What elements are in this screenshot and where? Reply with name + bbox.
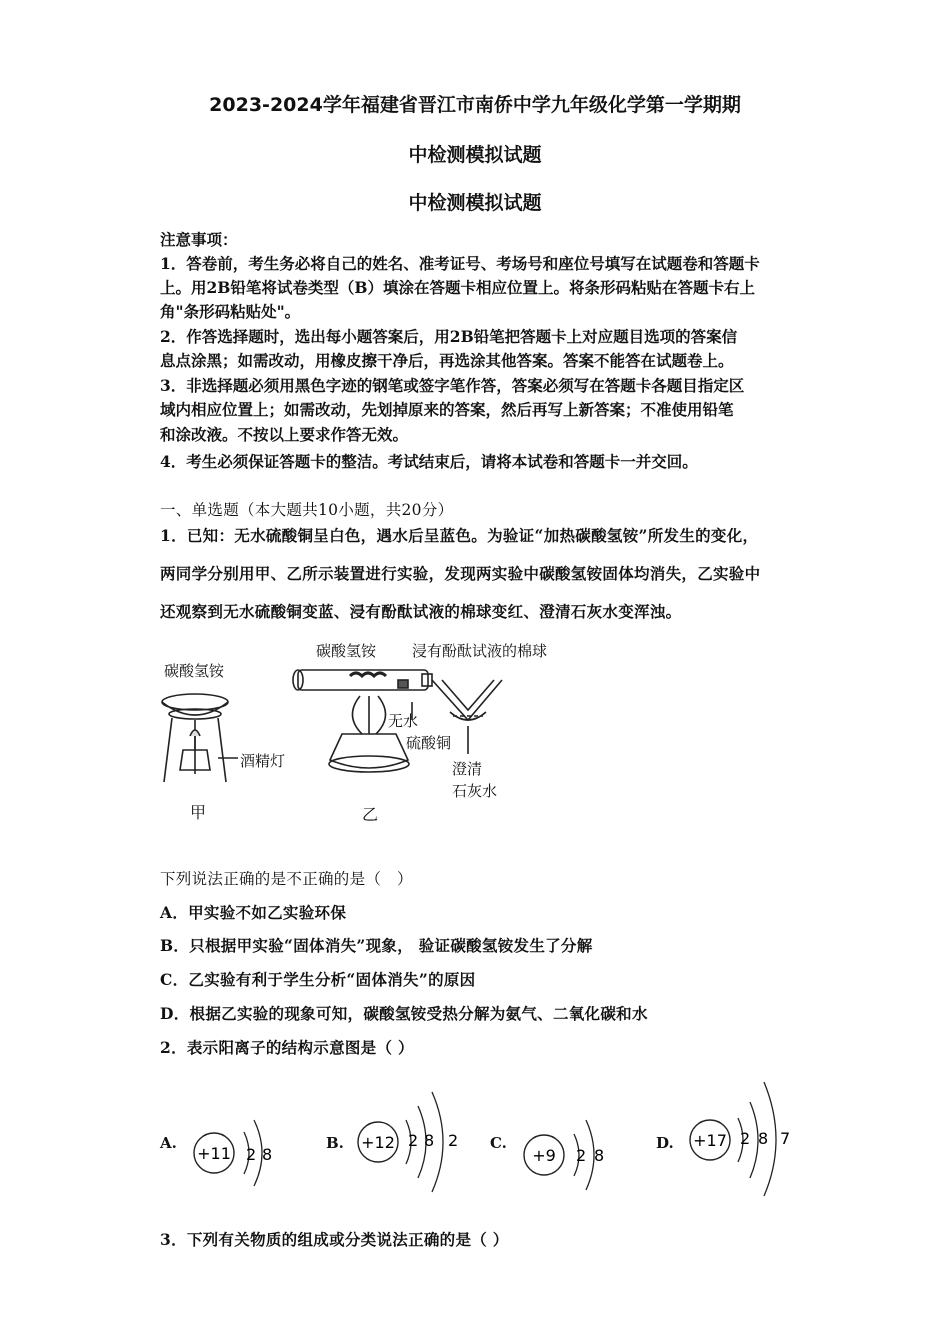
q2-option-a-diagram <box>186 1098 296 1208</box>
label-jia-lamp: 酒精灯 <box>240 752 286 770</box>
notice-line: 和涂改液。不按以上要求作答无效。 <box>160 425 409 444</box>
nucleus-charge: +17 <box>693 1131 727 1150</box>
q2-option-b-diagram <box>352 1082 472 1202</box>
shell-electrons: 8 <box>424 1131 435 1150</box>
q1-stem-line: 两同学分别用甲、乙所示装置进行实验，发现两实验中碳酸氢铵固体均消失，乙实验中 <box>160 564 761 583</box>
q1-option-b: B．只根据甲实验“固体消失”现象， 验证碳酸氢铵发生了分解 <box>160 936 593 955</box>
label-jia-nh4hco3: 碳酸氢铵 <box>164 662 225 680</box>
shell-electrons: 8 <box>758 1129 769 1148</box>
notice-line: 4．考生必须保证答题卡的整洁。考试结束后，请将本试卷和答题卡一并交回。 <box>160 452 698 471</box>
shell-electrons: 2 <box>740 1129 751 1148</box>
q1-option-d: D．根据乙实验的现象可知，碳酸氢铵受热分解为氨气、二氧化碳和水 <box>160 1004 648 1023</box>
q1-stem-line: 1．已知：无水硫酸铜呈白色，遇水后呈蓝色。为验证“加热碳酸氢铵”所发生的变化， <box>160 526 759 545</box>
label-yi-cotton: 浸有酚酞试液的棉球 <box>412 642 548 660</box>
label-yi-lime-1: 澄清 <box>452 760 483 778</box>
label-yi-nh4hco3: 碳酸氢铵 <box>316 642 377 660</box>
shell-electrons: 2 <box>246 1145 257 1164</box>
label-yi-cuso4-1: 无水 <box>388 712 419 730</box>
q1-option-a: A．甲实验不如乙实验环保 <box>160 903 347 922</box>
notice-line: 上。用2B铅笔将试卷类型（B）填涂在答题卡相应位置上。将条形码粘贴在答题卡右上 <box>160 278 755 297</box>
shell-electrons: 8 <box>262 1145 273 1164</box>
section-heading: 一、单选题（本大题共10小题，共20分） <box>160 501 454 519</box>
caption-jia: 甲 <box>190 803 207 822</box>
nucleus-charge: +9 <box>532 1146 556 1165</box>
q1-stem-line: 还观察到无水硫酸铜变蓝、浸有酚酞试液的棉球变红、澄清石灰水变浑浊。 <box>160 602 682 621</box>
q2-stem: 2．表示阳离子的结构示意图是（ ） <box>160 1038 414 1057</box>
shell-electrons: 2 <box>576 1146 587 1165</box>
nucleus-charge: +12 <box>361 1133 395 1152</box>
notice-heading: 注意事项： <box>160 230 238 249</box>
notice-line: 1．答卷前，考生务必将自己的姓名、准考证号、考场号和座位号填写在试题卷和答题卡 <box>160 254 760 273</box>
q2-option-c-letter: C. <box>490 1134 507 1152</box>
notice-line: 域内相应位置上；如需改动，先划掉原来的答案，然后再写上新答案；不准使用铅笔 <box>160 400 734 419</box>
q1-option-c: C．乙实验有利于学生分析“固体消失”的原因 <box>160 970 476 989</box>
notice-line: 2．作答选择题时，选出每小题答案后，用2B铅笔把答题卡上对应题目选项的答案信 <box>160 327 738 346</box>
apparatus-jia <box>162 694 238 782</box>
label-yi-lime-2: 石灰水 <box>452 782 498 800</box>
exam-title-line1: 2023-2024学年福建省晋江市南侨中学九年级化学第一学期期 <box>209 94 741 116</box>
notice-line: 3．非选择题必须用黑色字迹的钢笔或签字笔作答，答案必须写在答题卡各题目指定区 <box>160 376 745 395</box>
q2-option-d-letter: D. <box>656 1134 674 1152</box>
label-yi-cuso4-2: 硫酸铜 <box>406 734 452 752</box>
q2-option-c-diagram <box>518 1098 628 1208</box>
nucleus-charge: +11 <box>197 1144 231 1163</box>
shell-electrons: 2 <box>408 1131 419 1150</box>
q2-option-d-diagram <box>684 1072 804 1202</box>
q1-question: 下列说法正确的是不正确的是（ ） <box>160 870 413 888</box>
q2-option-b-letter: B. <box>326 1134 344 1152</box>
caption-yi: 乙 <box>362 805 379 824</box>
notice-line: 息点涂黑；如需改动，用橡皮擦干净后，再选涂其他答案。答案不能答在试题卷上。 <box>160 351 734 370</box>
q2-option-a-letter: A. <box>160 1134 177 1152</box>
notice-line: 角"条形码粘贴处"。 <box>160 302 301 321</box>
exam-title-line2: 中检测模拟试题 <box>408 144 542 166</box>
exam-title-line3: 中检测模拟试题 <box>408 192 542 214</box>
shell-electrons: 7 <box>780 1129 791 1148</box>
shell-electrons: 8 <box>594 1146 605 1165</box>
q3-stem: 3．下列有关物质的组成或分类说法正确的是（ ） <box>160 1230 509 1249</box>
shell-electrons: 2 <box>448 1131 459 1150</box>
